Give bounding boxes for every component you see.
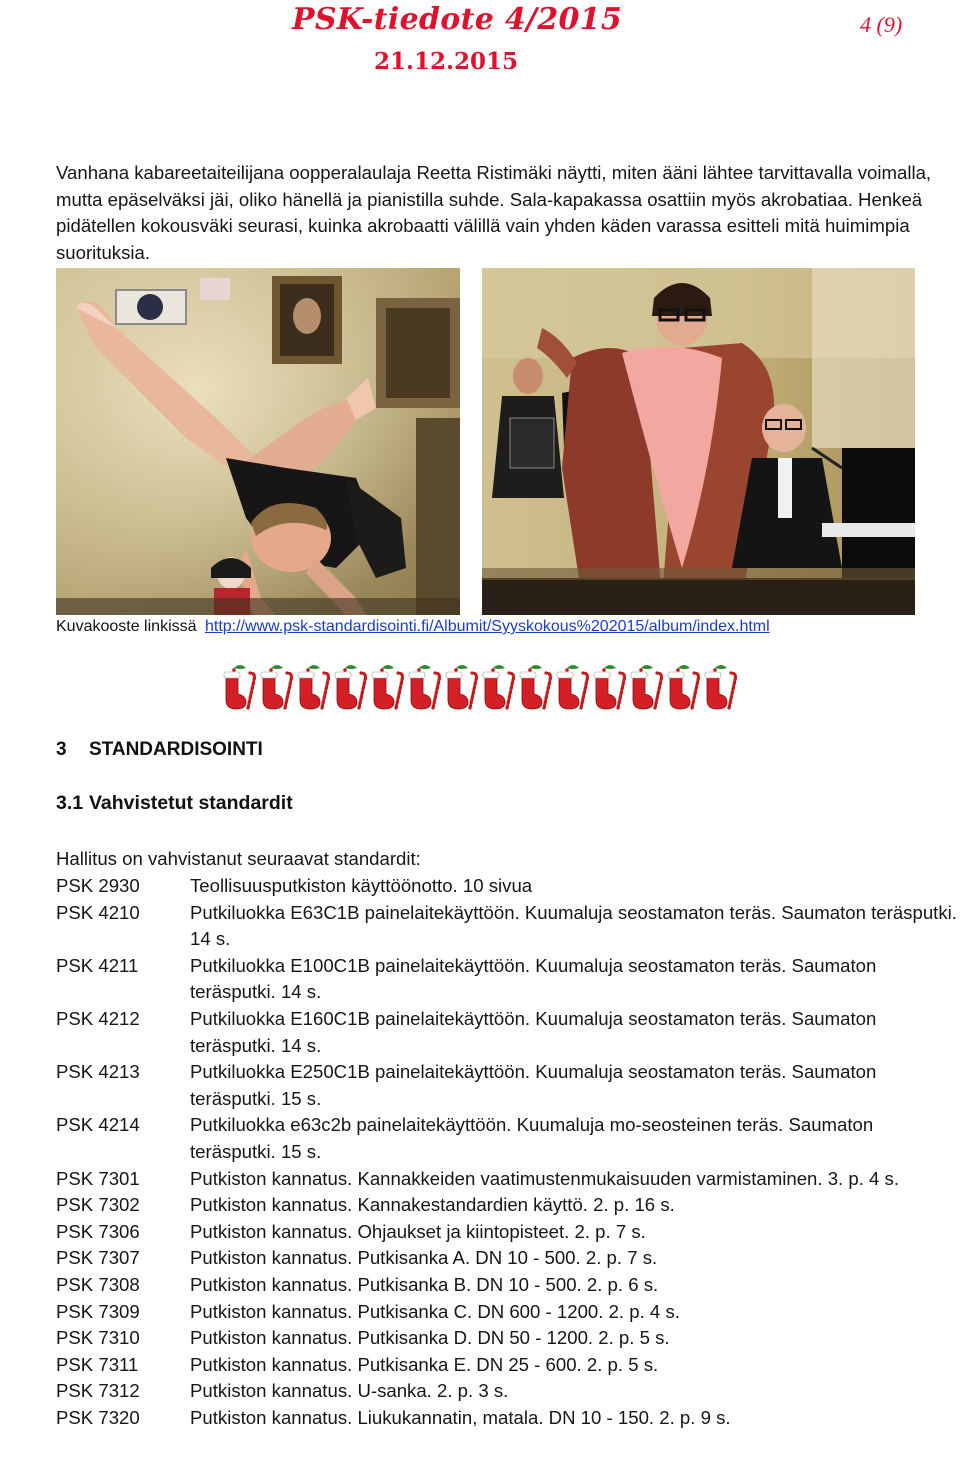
standard-row — [56, 1006, 960, 1059]
newsletter-title: PSK-tiedote 4/2015 — [292, 2, 623, 37]
standard-row — [56, 953, 960, 1006]
standard-code: PSK 4213 — [56, 1061, 140, 1083]
subsection-number: 3.1 — [56, 792, 84, 814]
standard-row — [56, 1112, 960, 1165]
standard-description: Putkiluokka E250C1B painelaitekäyttöön. Kuumaluja seostamaton teräs. Saumaton teräsputki. 15 s. — [190, 1061, 877, 1109]
standard-description: Teollisuusputkiston käyttöönotto. 10 sivua — [190, 875, 533, 896]
standard-code: PSK 7320 — [56, 1406, 140, 1428]
standard-row — [56, 1405, 960, 1432]
standard-description: Putkiston kannatus. Kannakestandardien käyttö. 2. p. 16 s. — [190, 1194, 675, 1216]
standard-row — [56, 1219, 960, 1246]
acrobat-photo — [56, 268, 460, 615]
standard-row — [56, 1325, 960, 1352]
standard-description: Putkiston kannatus. Ohjaukset ja kiintopisteet. 2. p. 7 s. — [190, 1220, 646, 1242]
album-link[interactable]: http://www.psk-standardisointi.fi/Albumit/Syyskokous%202015/album/index.html — [204, 618, 770, 635]
standard-row — [56, 1192, 960, 1219]
standard-description: Putkiston kannatus. U-sanka. 2. p. 3 s. — [190, 1380, 509, 1402]
page-number: 4 (9) — [860, 12, 903, 37]
standard-description: Putkiluokka E160C1B painelaitekäyttöön. Kuumaluja seostamaton teräs. Saumaton teräsputki. 14 s. — [190, 1007, 877, 1056]
standard-row — [56, 900, 960, 953]
standard-row — [56, 1272, 960, 1299]
standard-row — [56, 1378, 960, 1405]
standard-row — [56, 873, 960, 900]
standard-row — [56, 1352, 960, 1379]
section-title: STANDARDISOINTI — [89, 739, 263, 760]
section-heading — [56, 739, 263, 761]
subsection-heading — [56, 792, 293, 815]
standard-code: PSK 2930 — [56, 875, 140, 896]
standard-code: PSK 7310 — [56, 1327, 140, 1349]
stocking-border-decoration — [222, 662, 746, 712]
standard-code: PSK 7302 — [56, 1194, 140, 1216]
standard-code: PSK 4210 — [56, 901, 140, 923]
standards-lead-text: Hallitus on vahvistanut seuraavat standardit: — [56, 848, 421, 869]
standard-code: PSK 7301 — [56, 1167, 140, 1189]
standard-code: PSK 7308 — [56, 1273, 140, 1295]
standard-description: Putkiston kannatus. Putkisanka B. DN 10 - 500. 2. p. 6 s. — [190, 1273, 659, 1295]
standard-description: Putkiston kannatus. Putkisanka C. DN 600 - 1200. 2. p. 4 s. — [190, 1300, 680, 1322]
cabaret-photo — [482, 268, 915, 615]
photo-caption — [56, 618, 770, 636]
standard-description: Putkiluokka E100C1B painelaitekäyttöön. Kuumaluja seostamaton teräs. Saumaton teräsputki. 14 s. — [190, 954, 877, 1003]
standard-description: Putkiston kannatus. Putkisanka E. DN 25 - 600. 2. p. 5 s. — [190, 1353, 659, 1375]
standard-description: Putkiluokka e63c2b painelaitekäyttöön. Kuumaluja mo-seosteinen teräs. Saumaton teräsputki. 15 s. — [190, 1114, 874, 1162]
standard-row — [56, 1245, 960, 1272]
standard-code: PSK 7306 — [56, 1220, 140, 1242]
standard-code: PSK 4211 — [56, 954, 139, 976]
standards-list — [56, 873, 960, 1431]
standard-row — [56, 1299, 960, 1326]
standard-row — [56, 1059, 960, 1112]
subsection-title: Vahvistetut standardit — [89, 792, 293, 814]
standard-code: PSK 7309 — [56, 1300, 140, 1322]
standard-code: PSK 7307 — [56, 1247, 140, 1269]
standard-code: PSK 7312 — [56, 1380, 140, 1402]
standard-row — [56, 1166, 960, 1193]
standard-code: PSK 4214 — [56, 1114, 140, 1136]
intro-paragraph: Vanhana kabareetaiteilijana oopperalaulaja Reetta Ristimäki näytti, miten ääni lähtee tarvittavalla voimalla, mutta epäselväksi jäi, oliko hänellä ja pianistilla suhde. Sala-kapakassa osattiin myös akrobatiaa. Henkeä pidätellen kokousväki seurasi, kuinka akrobaatti välillä vain yhden käden varassa esitteli mitä huimimpia suorituksia. — [56, 162, 932, 263]
standard-code: PSK 4212 — [56, 1007, 140, 1029]
standard-description: Putkiluokka E63C1B painelaitekäyttöön. Kuumaluja seostamaton teräs. Saumaton teräsputki. 14 s. — [190, 901, 957, 950]
standard-description: Putkiston kannatus. Liukukannatin, matala. DN 10 - 150. 2. p. 9 s. — [190, 1406, 731, 1428]
newsletter-date: 21.12.2015 — [374, 48, 519, 75]
standard-description: Putkiston kannatus. Putkisanka D. DN 50 - 1200. 2. p. 5 s. — [190, 1327, 670, 1349]
section-number: 3 — [56, 739, 67, 760]
standard-description: Putkiston kannatus. Putkisanka A. DN 10 - 500. 2. p. 7 s. — [190, 1247, 658, 1269]
standard-code: PSK 7311 — [56, 1353, 139, 1375]
standard-description: Putkiston kannatus. Kannakkeiden vaatimustenmukaisuuden varmistaminen. 3. p. 4 s. — [190, 1167, 900, 1189]
caption-label: Kuvakooste linkissä — [56, 618, 197, 635]
